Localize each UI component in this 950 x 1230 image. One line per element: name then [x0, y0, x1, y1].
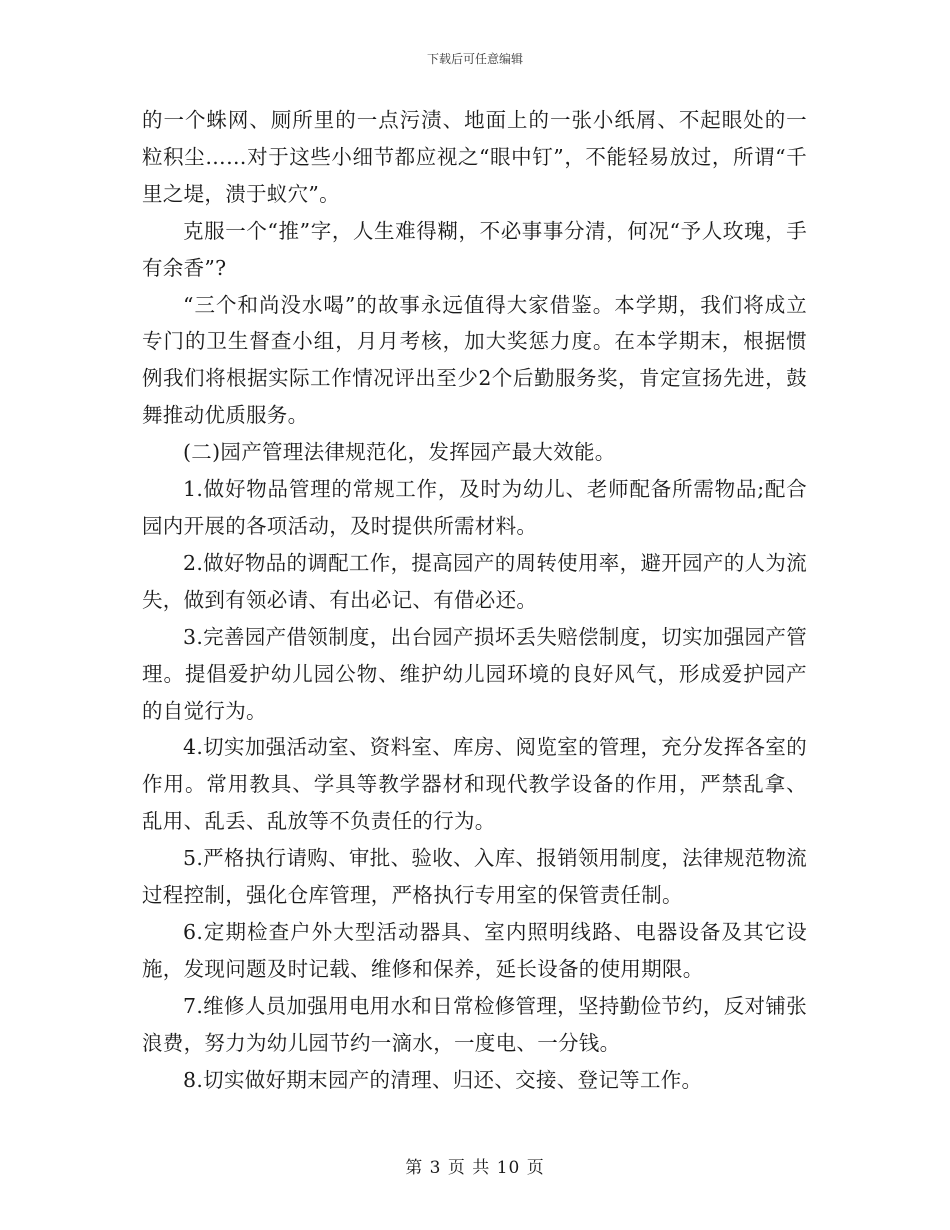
list-item: 6.定期检查户外大型活动器具、室内照明线路、电器设备及其它设施，发现问题及时记载、维修和保养，延长设备的使用期限。	[142, 919, 807, 981]
paragraph-continuation: 的一个蛛网、厕所里的一点污渍、地面上的一张小纸屑、不起眼处的一粒积尘……对于这些小细节都应视之“眼中钉”，不能轻易放过，所谓“千里之堤，溃于蚁穴”。	[142, 108, 807, 206]
document-body	[142, 102, 807, 1098]
paragraph: “三个和尚没水喝”的故事永远值得大家借鉴。本学期，我们将成立专门的卫生督查小组，月月考核，加大奖惩力度。在本学期末，根据惯例我们将根据实际工作情况评出至少2个后勤服务奖，肯定宣扬先进，鼓舞推动优质服务。	[142, 292, 807, 428]
list-item: 8.切实做好期末园产的清理、归还、交接、登记等工作。	[183, 1067, 703, 1092]
list-item: 5.严格执行请购、审批、验收、入库、报销领用制度，法律规范物流过程控制，强化仓库管理，严格执行专用室的保管责任制。	[142, 846, 807, 908]
page-header-note: 下载后可任意编辑	[426, 52, 523, 66]
paragraph: 克服一个“推”字，人生难得糊，不必事事分清，何况“予人玫瑰，手有余香”?	[142, 218, 807, 280]
list-item: 4.切实加强活动室、资料室、库房、阅览室的管理，充分发挥各室的作用。常用教具、学具等教学器材和现代教学设备的作用，严禁乱拿、乱用、乱丢、乱放等不负责任的行为。	[142, 735, 807, 834]
page-number-footer: 第 3 页 共 10 页	[405, 1158, 545, 1178]
list-item: 3.完善园产借领制度，出台园产损坏丢失赔偿制度，切实加强园产管理。提倡爱护幼儿园公物、维护幼儿园环境的良好风气，形成爱护园产的自觉行为。	[142, 624, 807, 723]
list-item: 7.维修人员加强用电用水和日常检修管理，坚持勤俭节约，反对铺张浪费，努力为幼儿园节约一滴水，一度电、一分钱。	[142, 993, 807, 1055]
list-item: 2.做好物品的调配工作，提高园产的周转使用率，避开园产的人为流失，做到有领必请、有出必记、有借必还。	[142, 550, 807, 612]
list-item: 1.做好物品管理的常规工作，及时为幼儿、老师配备所需物品;配合园内开展的各项活动，及时提供所需材料。	[142, 477, 807, 538]
section-heading: (二)园产管理法律规范化，发挥园产最大效能。	[183, 440, 616, 465]
